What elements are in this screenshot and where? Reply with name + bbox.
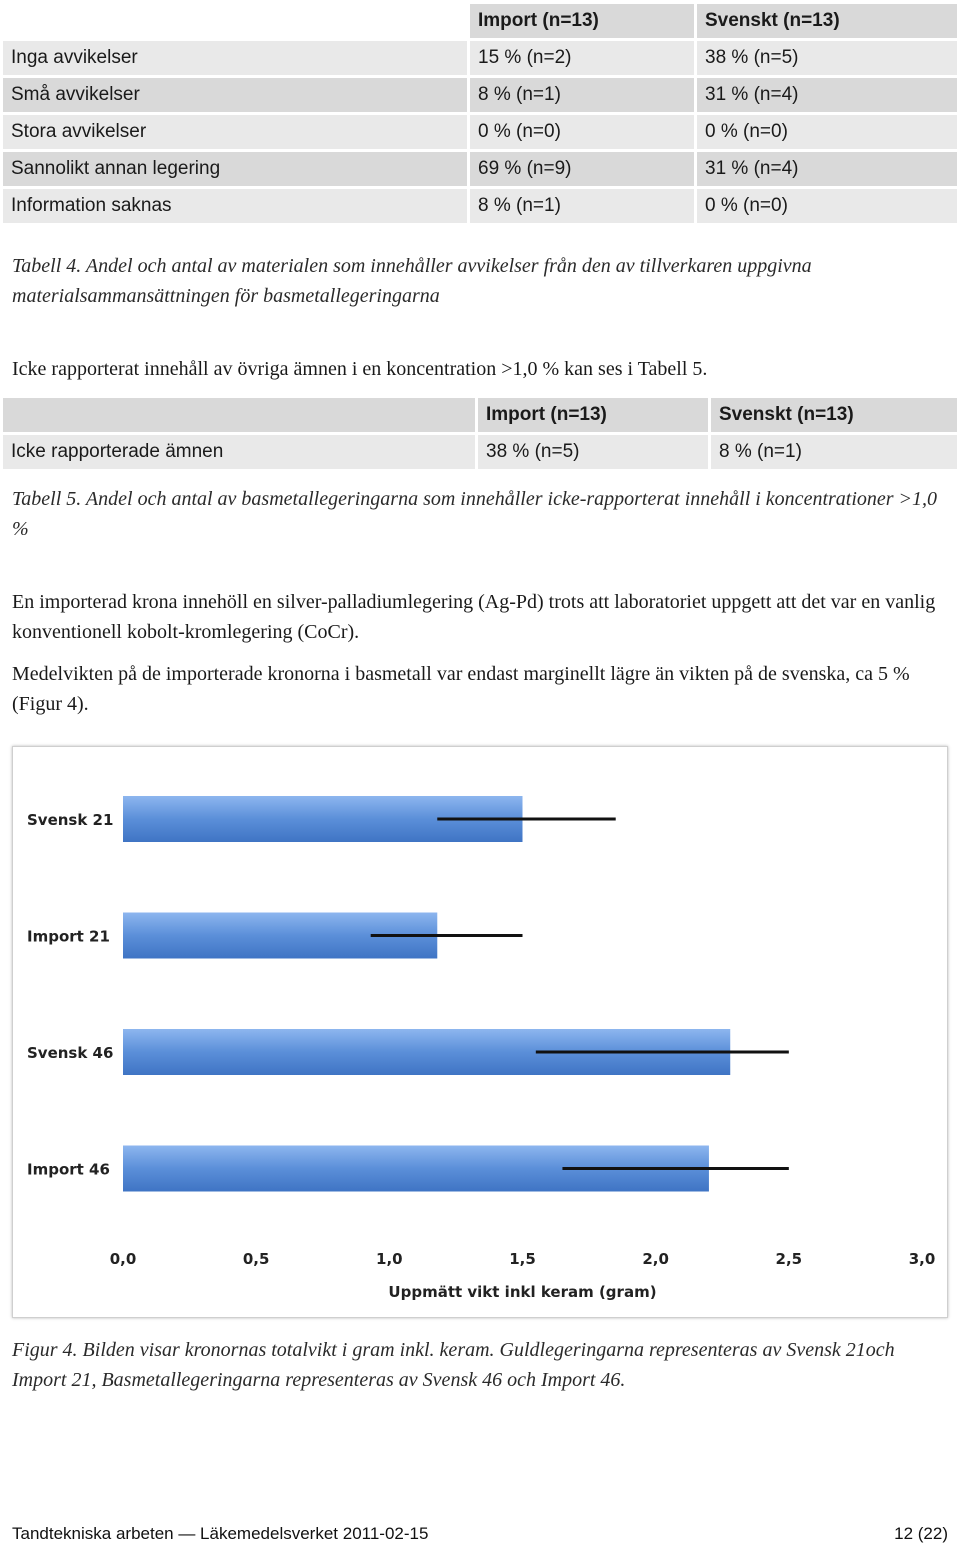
table-header-row [3, 4, 957, 38]
page-number: 12 (22) [894, 1524, 948, 1543]
table-row [3, 152, 957, 186]
table-cell: 31 % (n=4) [697, 152, 957, 186]
category-label: Import 21 [27, 927, 110, 946]
table-4-caption: Tabell 4. Andel och antal av materialen som innehåller avvikelser från den av tillverkaren uppgivna materialsammansättningen för basmetallegeringarna [12, 255, 812, 307]
table-header-cell: Import (n=13) [470, 4, 694, 38]
table-header-cell: Svenskt (n=13) [711, 398, 957, 432]
x-tick-label: 2,5 [775, 1250, 803, 1268]
table-header-cell [3, 398, 475, 432]
table-5-caption: Tabell 5. Andel och antal av basmetallegeringarna som innehåller icke-rapporterat innehåll i koncentrationer >1,0 % [12, 488, 938, 540]
bar-chart-svg [13, 747, 947, 1317]
table-4 [0, 1, 960, 226]
table-cell: 0 % (n=0) [697, 189, 957, 223]
table-cell: 69 % (n=9) [470, 152, 694, 186]
paragraph-ag-pd: En importerad krona innehöll en silver-palladiumlegering (Ag-Pd) trots att laboratoriet uppgett att det var en vanlig konventionell kobolt-kromlegering (CoCr). [12, 591, 936, 643]
figure-4-chart [12, 746, 948, 1318]
table-cell: Stora avvikelser [3, 115, 467, 149]
x-tick-label: 2,0 [642, 1250, 669, 1268]
table-cell: 0 % (n=0) [697, 115, 957, 149]
intro-paragraph: Icke rapporterat innehåll av övriga ämnen i en koncentration >1,0 % kan ses i Tabell 5. [12, 358, 708, 380]
table-cell: Information saknas [3, 189, 467, 223]
x-tick-label: 1,0 [376, 1250, 403, 1268]
category-label: Svensk 46 [27, 1044, 114, 1062]
figure-4-caption: Figur 4. Bilden visar kronornas totalvikt i gram inkl. keram. Guldlegeringarna representeras av Svensk 21och Import 21, Basmetallegeringarna representeras av Svensk 46 och Import 46. [12, 1339, 895, 1391]
x-axis-label: Uppmätt vikt inkl keram (gram) [388, 1283, 657, 1301]
x-tick-label: 0,5 [242, 1250, 270, 1268]
table-cell: 38 % (n=5) [478, 435, 708, 469]
table-row [3, 189, 957, 223]
table-header-cell: Svenskt (n=13) [697, 4, 957, 38]
table-row [3, 78, 957, 112]
table-cell: Inga avvikelser [3, 41, 467, 75]
table-cell: 0 % (n=0) [470, 115, 694, 149]
x-tick-label: 1,5 [509, 1250, 536, 1268]
table-cell: 8 % (n=1) [711, 435, 957, 469]
category-label: Import 46 [27, 1160, 110, 1179]
paragraph-medelvikt: Medelvikten på de importerade kronorna i basmetall var endast marginellt lägre än vikten på de svenska, ca 5 % (Figur 4). [12, 663, 910, 715]
table-cell: 8 % (n=1) [470, 78, 694, 112]
table-row [3, 435, 957, 469]
x-tick-label: 3,0 [908, 1250, 936, 1268]
table-cell: 8 % (n=1) [470, 189, 694, 223]
table-header-cell [3, 4, 467, 38]
table-cell: Icke rapporterade ämnen [3, 435, 475, 469]
table-row [3, 41, 957, 75]
x-tick-label: 0,0 [109, 1250, 137, 1268]
table-header-cell: Import (n=13) [478, 398, 708, 432]
footer-title: Tandtekniska arbeten — Läkemedelsverket 2011-02-15 [12, 1524, 429, 1543]
table-header-row [3, 398, 957, 432]
table-cell: Små avvikelser [3, 78, 467, 112]
table-5 [0, 395, 960, 472]
table-cell: 31 % (n=4) [697, 78, 957, 112]
table-cell: 15 % (n=2) [470, 41, 694, 75]
table-cell: 38 % (n=5) [697, 41, 957, 75]
table-row [3, 115, 957, 149]
category-label: Svensk 21 [27, 811, 114, 829]
table-cell: Sannolikt annan legering [3, 152, 467, 186]
